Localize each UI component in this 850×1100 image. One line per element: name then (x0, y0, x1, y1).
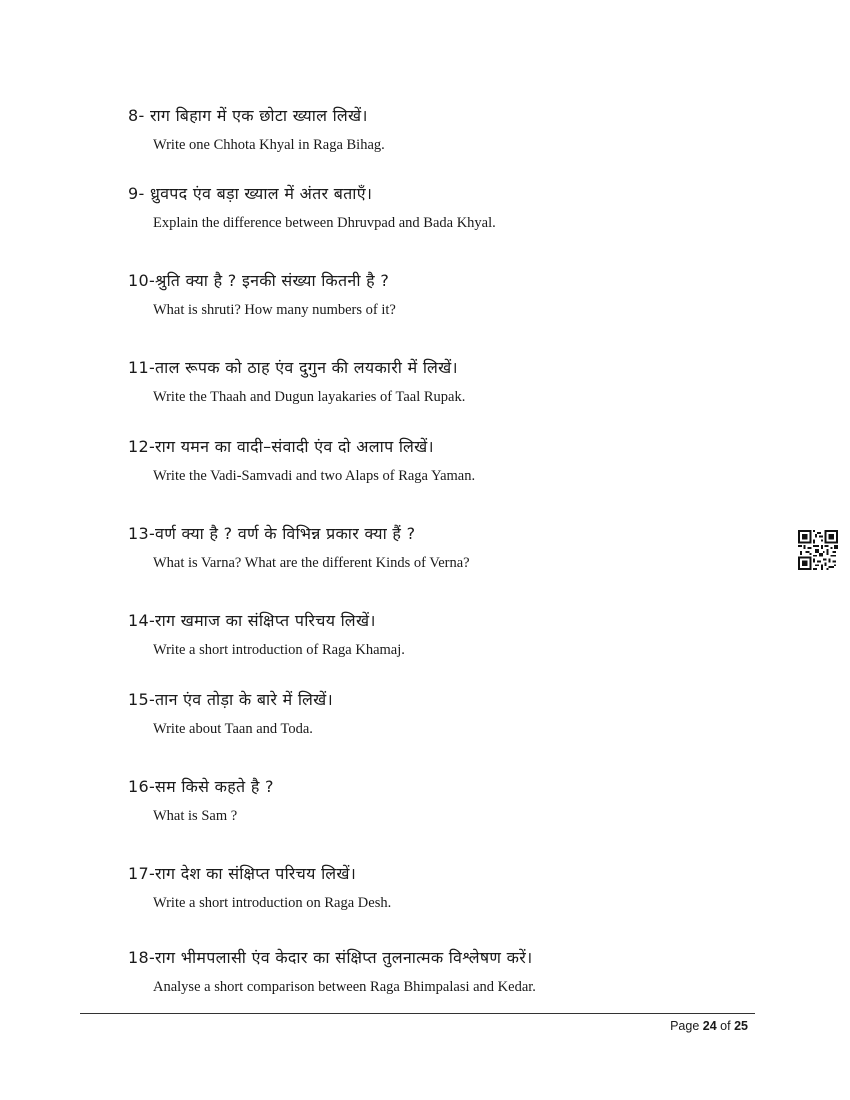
question-english-text: Write a short introduction on Raga Desh. (153, 895, 392, 911)
question-hindi-text: 9- ध्रुवपद एंव बड़ा ख्याल में अंतर बताएँ। (128, 184, 373, 203)
page-number (670, 1019, 748, 1033)
qr-code-icon (798, 530, 838, 570)
question-english-text: Analyse a short comparison between Raga Bhimpalasi and Kedar. (153, 979, 536, 995)
question-english-text: What is Varna? What are the different Kinds of Verna? (153, 555, 470, 571)
of-word: of (720, 1019, 731, 1033)
question-hindi-text: 12-राग यमन का वादी–संवादी एंव दो अलाप लिखें। (128, 437, 434, 456)
question-hindi-text: 16-सम किसे कहते है ? (128, 777, 274, 796)
total-pages-number: 25 (734, 1019, 748, 1033)
question-english-text: Write a short introduction of Raga Khamaj. (153, 642, 405, 658)
footer-divider (80, 1013, 755, 1014)
question-english-text: Write the Thaah and Dugun layakaries of Taal Rupak. (153, 389, 466, 405)
question-hindi-text: 14-राग खमाज का संक्षिप्त परिचय लिखें। (128, 611, 376, 630)
current-page-number: 24 (702, 1019, 717, 1033)
question-hindi-text: 13-वर्ण क्या है ? वर्ण के विभिन्न प्रकार क्या हैं ? (128, 524, 416, 543)
question-english-text: Write one Chhota Khyal in Raga Bihag. (153, 137, 385, 153)
question-hindi-text: 11-ताल रूपक को ठाह एंव दुगुन की लयकारी में लिखें। (128, 358, 458, 377)
question-english-text: Write the Vadi-Samvadi and two Alaps of Raga Yaman. (153, 468, 476, 484)
question-hindi-text: 8- राग बिहाग में एक छोटा ख्याल लिखें। (128, 106, 368, 125)
page-word: Page (670, 1019, 700, 1033)
question-hindi-text: 17-राग देश का संक्षिप्त परिचय लिखें। (128, 864, 357, 883)
question-english-text: What is shruti? How many numbers of it? (153, 302, 396, 318)
question-english-text: Explain the difference between Dhruvpad and Bada Khyal. (153, 215, 496, 231)
question-english-text: Write about Taan and Toda. (153, 721, 313, 737)
question-english-text: What is Sam ? (153, 808, 238, 824)
question-hindi-text: 10-श्रुति क्या है ? इनकी संख्या कितनी है ? (128, 271, 390, 290)
question-hindi-text: 15-तान एंव तोड़ा के बारे में लिखें। (128, 690, 333, 709)
question-hindi-text: 18-राग भीमपलासी एंव केदार का संक्षिप्त तुलनात्मक विश्लेषण करें। (128, 948, 533, 967)
